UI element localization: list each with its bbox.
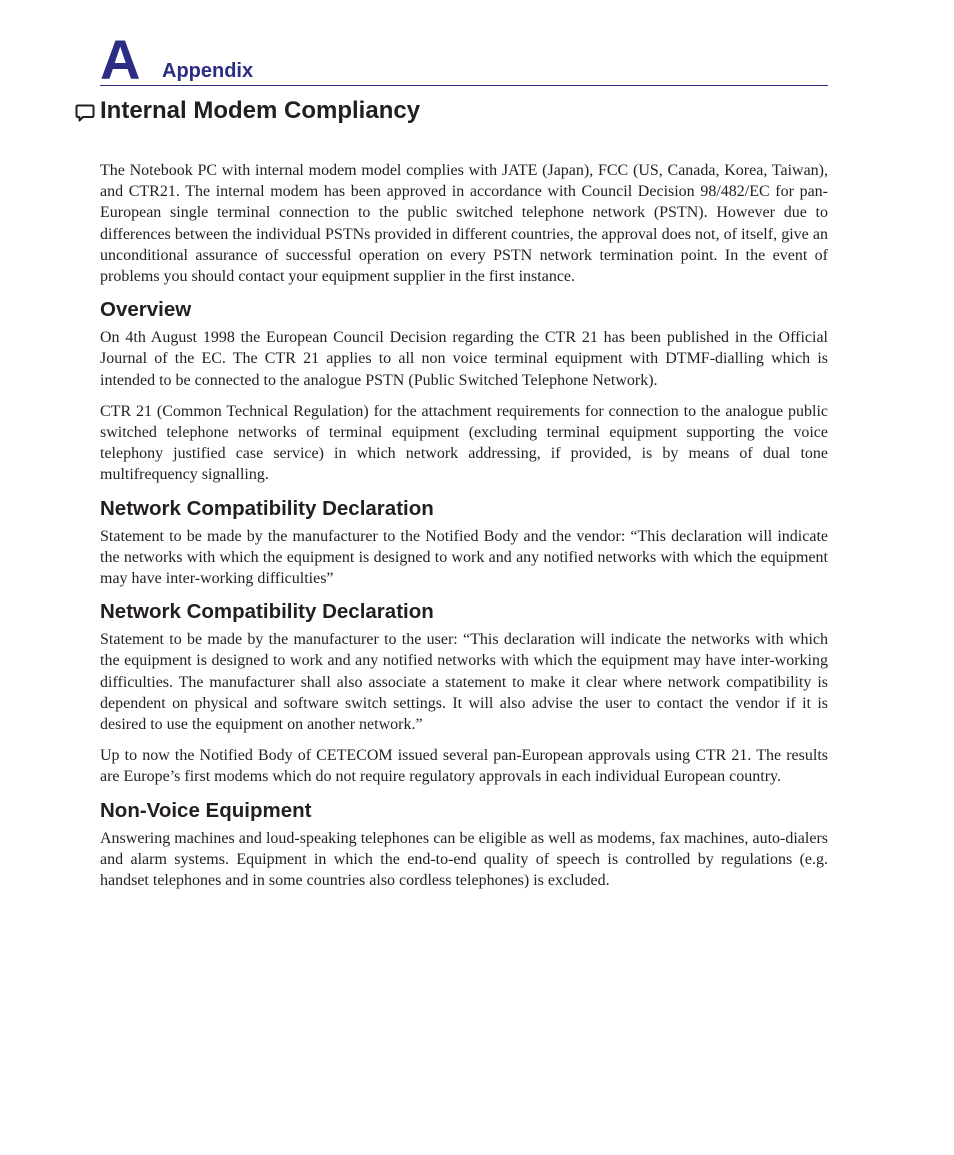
appendix-letter: A xyxy=(100,28,140,91)
paragraph: Answering machines and loud-speaking telephones can be eligible as well as modems, fax machines, auto-dialers and alarm systems. Equipment in which the end-to-end quality of speech is controlled by regulations (e.g. handset telephones and in some countries also cordless telephones) is excluded. xyxy=(100,829,828,890)
appendix-label: Appendix xyxy=(162,60,254,82)
paragraph: On 4th August 1998 the European Council Decision regarding the CTR 21 has been published in the Official Journal of the EC. The CTR 21 applies to all non voice terminal equipment with DTMF-dialling which is intended to be connected to the analogue PSTN (Public Switched Telephone Network). xyxy=(100,329,828,389)
page-content xyxy=(100,160,828,901)
section-heading-overview: Overview xyxy=(100,298,192,322)
page-header xyxy=(100,28,828,91)
paragraph: Up to now the Notified Body of CETECOM issued several pan-European approvals using CTR 21. The results are Europe’s first modems which do not require regulatory approvals in each individual European country. xyxy=(100,747,828,786)
section-heading-network-compatibility-declaration-user: Network Compatibility Declaration xyxy=(100,600,434,624)
section-heading-non-voice-equipment: Non-Voice Equipment xyxy=(100,798,312,822)
paragraph: CTR 21 (Common Technical Regulation) for the attachment requirements for connection to the analogue public switched telephone networks of terminal equipment (excluding terminal equipment supporting the voice telephony justified case service) in which network addressing, if provided, is by means of dual tone multifrequency signalling. xyxy=(100,402,828,484)
page-title: Internal Modem Compliancy xyxy=(100,97,421,124)
section-heading-network-compatibility-declaration: Network Compatibility Declaration xyxy=(100,496,434,520)
intro-paragraph: The Notebook PC with internal modem model complies with JATE (Japan), FCC (US, Canada, Korea, Taiwan), and CTR21. The internal modem has been approved in accordance with Council Decision 98/482/EC for pan-European single terminal connection to the public switched telephone network (PSTN). However due to differences between the individual PSTNs provided in different countries, the approval does not, of itself, give an unconditional assurance of successful operation on every PSTN network termination point. In the event of problems you should contact your equipment supplier in the first instance. xyxy=(100,162,828,286)
speech-bubble-icon xyxy=(75,103,95,123)
paragraph: Statement to be made by the manufacturer to the user: “This declaration will indicate the networks with which the equipment is designed to work and any notified networks with which the equipment may have inter-working difficulties. The manufacturer shall also associate a statement to make it clear where network compatibility is dependent on physical and software switch settings. It will also advise the user to contact the vendor if it is desired to use the equipment on another network.” xyxy=(100,631,828,734)
paragraph: Statement to be made by the manufacturer to the Notified Body and the vendor: “This declaration will indicate the networks with which the equipment is designed to work and any notified networks with which the equipment may have inter-working difficulties” xyxy=(100,527,828,588)
